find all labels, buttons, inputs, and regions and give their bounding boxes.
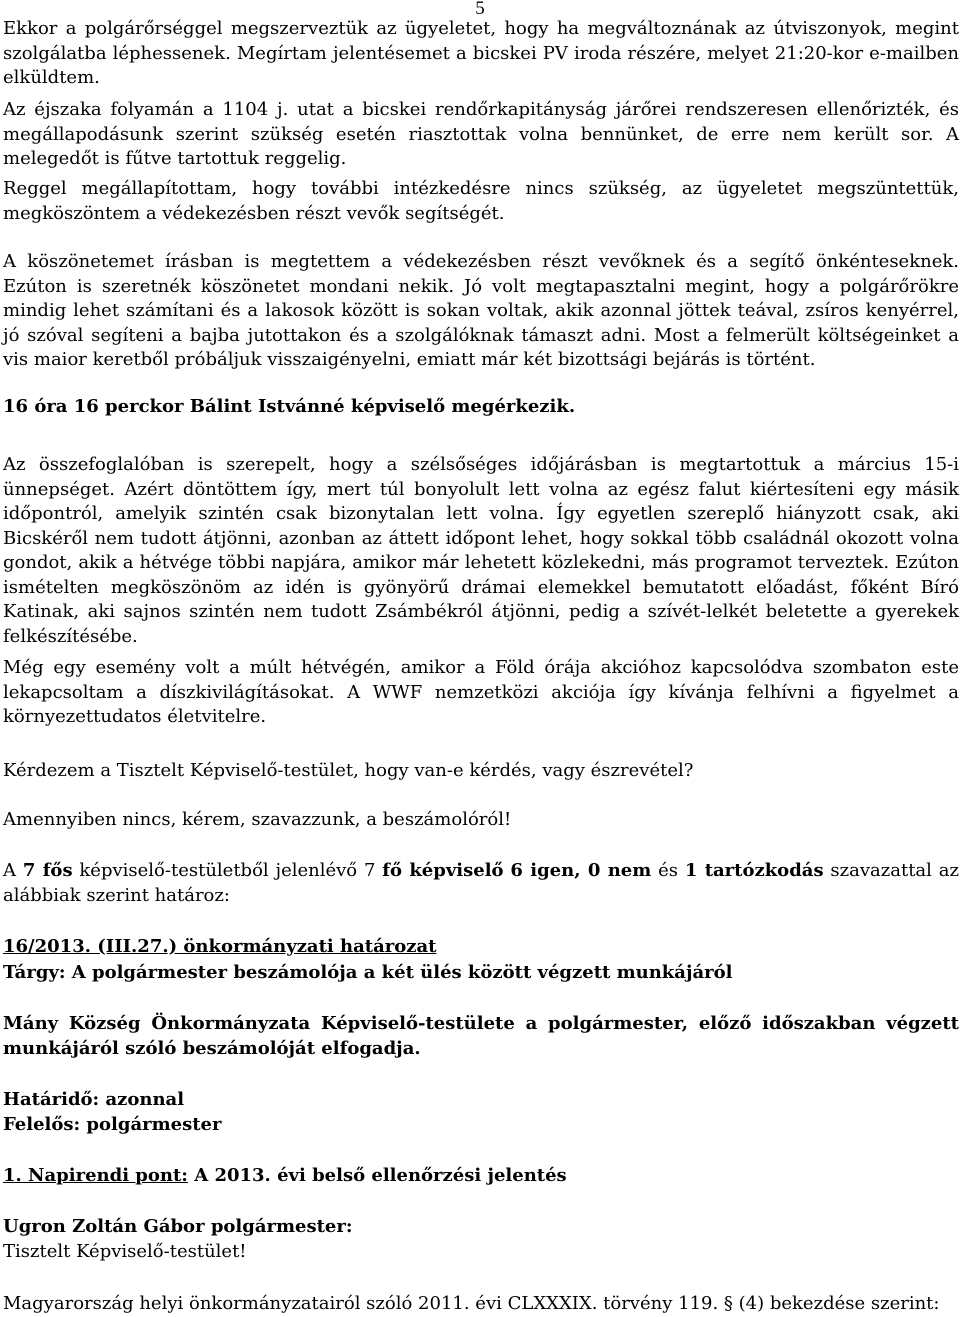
deadline: Határidő: azonnal: [3, 1089, 185, 1110]
resolution-decision: Mány Község Önkormányzata Képviselő-testülete a polgármester, előző időszakban végzett munkájáról szóló beszámolóját elfogadja.: [3, 1013, 959, 1059]
salutation: Tisztelt Képviselő-testület!: [3, 1241, 247, 1262]
page-number: 5: [475, 0, 485, 19]
arrival-note: 16 óra 16 perckor Bálint Istvánné képviselő megérkezik.: [3, 396, 576, 417]
vote-prompt: Amennyiben nincs, kérem, szavazzunk, a beszámolóról!: [3, 809, 512, 830]
vote-result: A 7 fős képviselő-testületből jelenlévő 7 fő képviselő 6 igen, 0 nem és 1 tartózkodás szavazattal az alábbiak szerint határoz:: [3, 860, 959, 906]
paragraph-thanks: A köszönetemet írásban is megtettem a védekezésben részt vevőknek és a segítő önkénteseknek. Ezúton is szeretnék köszönetet mondani nekik. Jó volt megtapasztalni megint, hogy a polgárőrökre mindig lehet számítani és a lakosok között is sokan voltak, akik azonnal jöttek teával, zsíros kenyérrel, jó szóval segíteni a bajba jutottakon és a szolgálóknak támaszt adni. Most a felmerült költségeinket a vis maior keretből próbáljuk visszaigényelni, emiatt már két bizottsági bejárás is történt.: [3, 251, 959, 370]
responsible: Felelős: polgármester: [3, 1114, 222, 1135]
resolution-subject: Tárgy: A polgármester beszámolója a két ülés között végzett munkájáról: [3, 962, 733, 983]
paragraph-morning: Reggel megállapítottam, hogy további intézkedésre nincs szükség, az ügyeletet megszüntettük, megköszöntem a védekezésben részt vevők segítségét.: [3, 178, 959, 224]
resolution-number: 16/2013. (III.27.) önkormányzati határozat: [3, 936, 437, 957]
agenda-label: 1. Napirendi pont:: [3, 1165, 188, 1186]
paragraph-march-15: Az összefoglalóban is szerepelt, hogy a szélsőséges időjárásban is megtartottuk a március 15-i ünnepséget. Azért döntöttem így, mert túl bonyolult lett volna az egész falut kiértesíteni egy másik időpontról, amelyik szintén csak bizonytalan lett volna. Így egyetlen szereplő hiányzott csak, aki Bicskéről nem tudott átjönni, azonban az áttett időpont lehet, hogy sokkal több családnál okozott volna gondot, akik a hétvége többi napjára, amikor már lehetett közlekedni, más programot terveztek. Ezúton ismételten megköszönöm az idén is gyönyörű drámai elemekkel bemutatott előadást, főként Bíró Katinak, aki sajnos szintén nem tudott Zsámbékról átjönni, pedig a szívét-lelkét beletette a gyerekek felkészítésébe.: [3, 454, 959, 647]
speaker-name: Ugron Zoltán Gábor polgármester:: [3, 1216, 353, 1237]
question-prompt: Kérdezem a Tisztelt Képviselő-testület, hogy van-e kérdés, vagy észrevétel?: [3, 760, 694, 781]
paragraph-duty-setup: Ekkor a polgárőrséggel megszerveztük az ügyeletet, hogy ha megváltoznának az útviszonyok, megint szolgálatba léphessenek. Megírtam jelentésemet a bicskei PV iroda részére, melyet 21:20-kor e-mailben elküldtem.: [3, 18, 959, 88]
paragraph-night-patrol: Az éjszaka folyamán a 1104 j. utat a bicskei rendőrkapitányság járőrei rendszeresen ellenőrizték, és megállapodásunk szerint szükség esetén riasztottak volna bennünket, de erre nem került sor. A melegedőt is fűtve tartottuk reggelig.: [3, 99, 959, 169]
agenda-title: A 2013. évi belső ellenőrzési jelentés: [187, 1165, 567, 1186]
agenda-item: [3, 1164, 567, 1189]
paragraph-earth-hour: Még egy esemény volt a múlt hétvégén, amikor a Föld órája akcióhoz kapcsolódva szombaton este lekapcsoltam a díszkivilágításokat. A WWF nemzetközi akciója így kívánja felhívni a figyelmet a környezettudatos életvitelre.: [3, 657, 959, 727]
law-reference: Magyarország helyi önkormányzatairól szóló 2011. évi CLXXXIX. törvény 119. § (4) bekezdése szerint:: [3, 1293, 940, 1314]
